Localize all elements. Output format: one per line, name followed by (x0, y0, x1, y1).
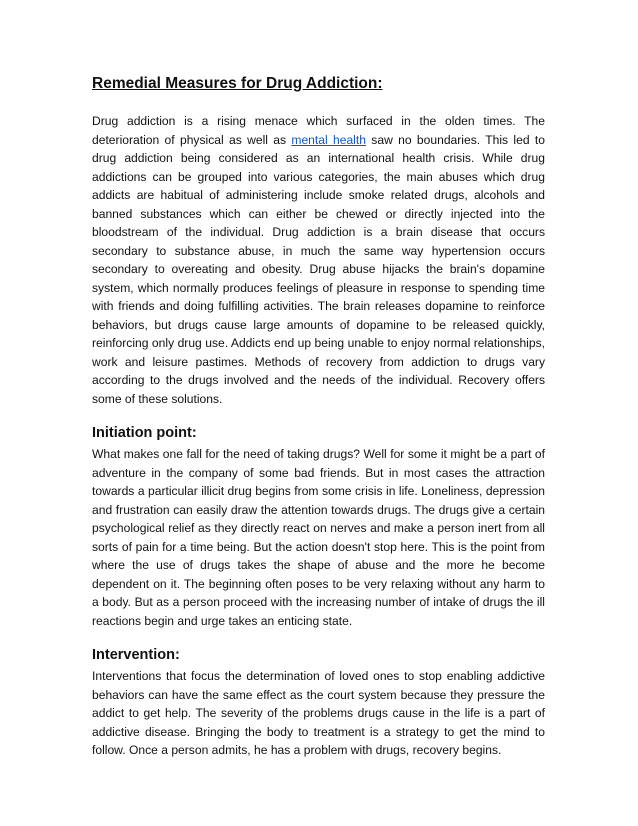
document-page (92, 74, 545, 760)
section-heading-intervention: Intervention: (92, 647, 180, 663)
document-title: Remedial Measures for Drug Addiction: (92, 75, 383, 92)
section-heading-initiation: Initiation point: (92, 425, 197, 441)
intro-paragraph (92, 112, 545, 408)
section-body-initiation: What makes one fall for the need of taking drugs? Well for some it might be a part of adventure in the company of some bad friends. But in most cases the attraction towards a particular illicit drug begins from some crisis in life. Loneliness, depression and frustration can easily draw the attention towards drugs. The drugs give a certain psychological relief as they directly react on nerves and make a person inert from all sorts of pain for a time being. But the action doesn't stop here. This is the point from where the use of drugs takes the shape of abuse and the more he become dependent on it. The beginning often poses to be very relaxing without any harm to a body. But as a person proceed with the increasing number of intake of drugs the ill reactions begin and urge takes an enticing state. (92, 447, 545, 628)
mental-health-link[interactable]: mental health (291, 132, 366, 147)
intro-text-end: saw no boundaries. This led to drug addiction being considered as an international health crisis. While drug addictions can be grouped into various categories, the main abuses which drug addicts are habitual of administering include smoke related drugs, alcohols and banned substances which can either be chewed or directly injected into the bloodstream of the individual. Drug addiction is a brain disease that occurs secondary to substance abuse, in much the same way hypertension occurs secondary to overeating and obesity. Drug abuse hijacks the brain's dopamine system, which normally produces feelings of pleasure in response to spending time with friends and doing fulfilling activities. The brain releases dopamine to reinforce behaviors, but drugs cause large amounts of dopamine to be released quickly, reinforcing only drug use. Addicts end up being unable to enjoy normal relationships, work and leisure pastimes. Methods of recovery from addiction to drugs vary according to the drugs involved and the needs of the individual. Recovery offers some of these solutions. (92, 132, 545, 406)
section-body-intervention: Interventions that focus the determination of loved ones to stop enabling addictive behaviors can have the same effect as the court system because they pressure the addict to get help. The severity of the problems drugs cause in the life is a part of addictive disease. Bringing the body to treatment is a strategy to get the mind to follow. Once a person admits, he has a problem with drugs, recovery begins. (92, 669, 545, 757)
intro-text-start: Drug addiction is a rising menace which surfaced in the olden times. The deterioration of physical as well as (92, 114, 545, 147)
